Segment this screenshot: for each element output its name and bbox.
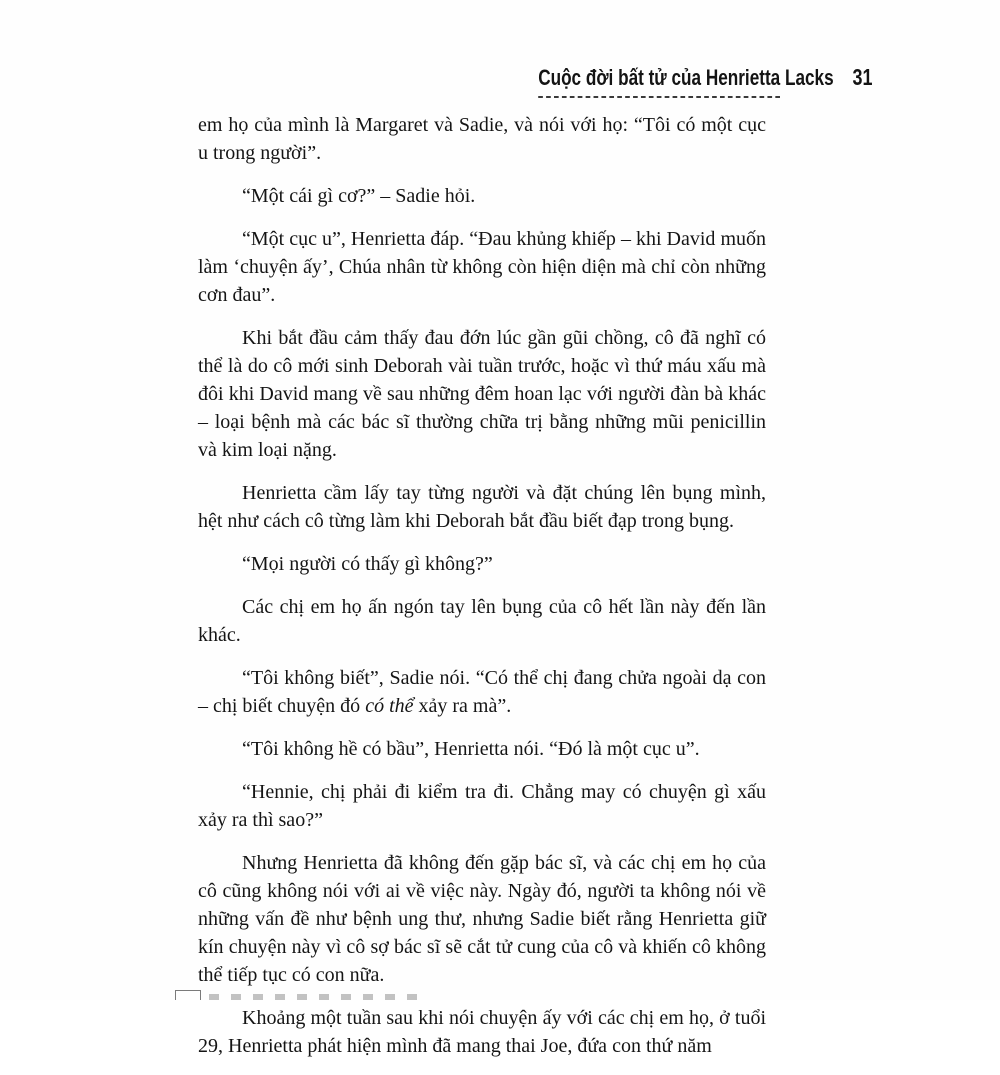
paragraph: “Tôi không hề có bầu”, Henrietta nói. “Đó là một cục u”. [242, 738, 700, 760]
footer-fragment [175, 988, 435, 1000]
paragraph: “Một cái gì cơ?” – Sadie hỏi. [242, 185, 476, 207]
text-run: xảy ra mà”. [413, 695, 512, 717]
paragraph-with-italic [198, 664, 766, 720]
text-run: “Tôi không biết”, Sadie nói. “Có thể chị đang chửa ngoài dạ con – chị biết chuyện đó [198, 667, 766, 717]
italic-text-run: có thể [365, 695, 414, 717]
page-number: 31 [852, 64, 873, 90]
paragraph: Các chị em họ ấn ngón tay lên bụng của cô hết lần này đến lần khác. [198, 596, 766, 646]
book-title: Cuộc đời bất tử của Henrietta Lacks [538, 65, 834, 90]
paragraph: Khi bắt đầu cảm thấy đau đớn lúc gần gũi chồng, cô đã nghĩ có thể là do cô mới sinh Deborah vài tuần trước, hoặc vì thứ máu xấu mà đôi khi David mang về sau những đêm hoan lạc với người đàn bà khác – loại bệnh mà các bác sĩ thường chữa trị bằng những mũi penicillin và kim loại nặng. [198, 327, 766, 461]
paragraph: “Mọi người có thấy gì không?” [242, 553, 493, 575]
running-header [538, 58, 873, 98]
paragraph: Henrietta cầm lấy tay từng người và đặt chúng lên bụng mình, hệt như cách cô từng làm khi Deborah bắt đầu biết đạp trong bụng. [198, 482, 766, 532]
footer-dashes [209, 994, 429, 1000]
paragraph: Khoảng một tuần sau khi nói chuyện ấy với các chị em họ, ở tuổi 29, Henrietta phát hiện mình đã mang thai Joe, đứa con thứ năm [198, 1007, 766, 1057]
body-text [198, 111, 766, 1075]
paragraph: “Một cục u”, Henrietta đáp. “Đau khủng khiếp – khi David muốn làm ‘chuyện ấy’, Chúa nhân từ không còn hiện diện mà chỉ còn những cơn đau”. [198, 228, 766, 306]
paragraph: “Hennie, chị phải đi kiểm tra đi. Chẳng may có chuyện gì xấu xảy ra thì sao?” [198, 781, 766, 831]
footer-page-box [175, 990, 201, 1000]
paragraph: em họ của mình là Margaret và Sadie, và nói với họ: “Tôi có một cục u trong người”. [198, 114, 766, 164]
paragraph: Nhưng Henrietta đã không đến gặp bác sĩ, và các chị em họ của cô cũng không nói với ai về việc này. Ngày đó, người ta không nói về những vấn đề như bệnh ung thư, nhưng Sadie biết rằng Henrietta giữ kín chuyện này vì cô sợ bác sĩ sẽ cắt tử cung của cô và khiến cô không thể tiếp tục có con nữa. [198, 852, 766, 986]
